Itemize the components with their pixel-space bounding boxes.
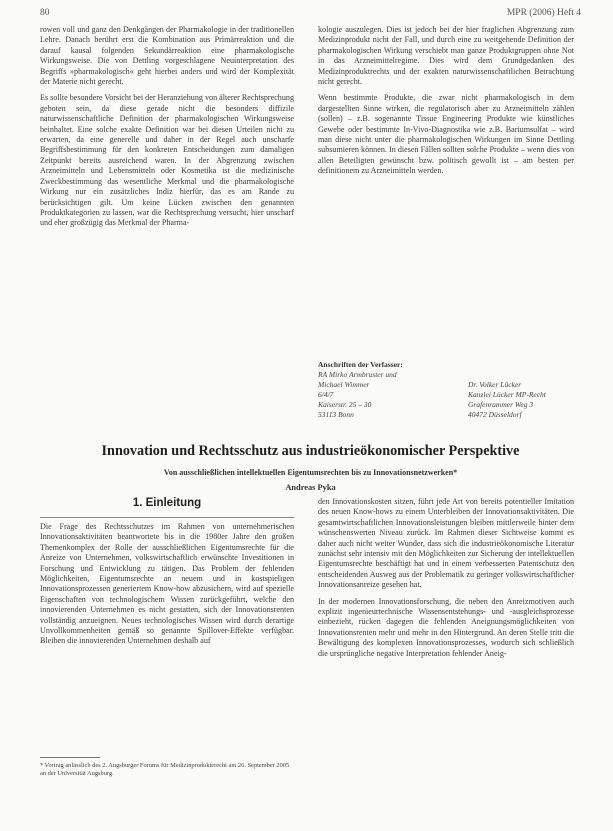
footnote-rule [40, 757, 100, 758]
right-column-top [318, 25, 574, 183]
left-column-top [40, 25, 294, 235]
footnote: * Vortrag anlässlich des 2. Augsburger Forums für Medizinprodukterecht am 26. September 2005 an der Universität Augsburg. [40, 762, 290, 778]
address-line: Dr. Volker Lücker [468, 380, 522, 389]
addresses-heading: Anschriften der Verfasser: [318, 360, 403, 369]
section-heading-box [40, 492, 294, 518]
article-author: Andreas Pyka [285, 483, 336, 492]
article-title: Innovation und Rechtsschutz aus industrieökonomischer Perspektive [101, 443, 520, 459]
address-line: Michael Wimmer [318, 380, 370, 389]
right-column-bottom [318, 497, 574, 665]
address-line: 40472 Düsseldorf [468, 410, 522, 419]
page-number: 80 [40, 8, 50, 18]
address-line: Kanzlei Lücker MP-Recht [468, 390, 546, 399]
address-line: Kaiserstr. 25 – 30 [318, 400, 372, 409]
body-paragraph: den Innovationskosten sitzen, führt jede Art von bereits potentieller Imitation des neuen Know-hows zu einem Unterbleiben der Innovationsaktivitäten. Die gesamtwirtschaftlichen Innovationsleistungen bleiben mittlerweile hinter dem wünschenswerten Niveau zurück. Im Rahmen dieser Sichtweise kommt es daher auch nicht weiter Wunder, dass sich die industrieökonomische Literatur zunächst sehr intensiv mit den Möglichkeiten zur Sicherung der intellektuellen Eigentumsrechte beschäftigt hat und in einem verbesserten Patentschutz den entscheidenden Ausweg aus der Problematik zu geringer volkswirtschaftlicher Innovationsanreize gesehen hat. [318, 497, 574, 590]
address-right [468, 370, 588, 420]
running-header [40, 8, 581, 22]
address-line: RA Mirko Armbruster und [318, 370, 397, 379]
body-paragraph: In der modernen Innovationsforschung, die neben den Anreizmotiven auch explizit ingenieurtechnische Wissensentstehungs- und -ausgleichsprozesse einbezieht, rücken dagegen die fehlenden Aneignungsmöglichkeiten von Innovationsrenten mehr und mehr in den Hintergrund. An deren Stelle tritt die Bewältigung des komplexen Innovationsprozesses, wodurch sich schließlich die ursprüngliche negative Interpretation fehlender Aneig- [318, 596, 574, 658]
body-paragraph: kologie auszulegen. Dies ist jedoch bei der hier fraglichen Abgrenzung zum Medizinprodukt nicht der Fall, und durch eine zu weitgehende Definition der pharmakologischen Wirkung verschiebt man ganze Produktgruppen ohne Not in das Arzneimittelregime. Dies wird dem Grundgedanken des Medizinproduktrechts und der exakten naturwissenschaftlichen Betrachtung nicht gerecht. [318, 25, 574, 87]
section-rule [40, 517, 294, 518]
article-subtitle: Von ausschließlichen intellektuellen Eigentumsrechten bis zu Innovationsnetzwerken* [163, 468, 458, 477]
address-line: Grafenrammer Weg 3 [468, 400, 534, 409]
body-paragraph: Es sollte besondere Vorsicht bei der Heranziehung von älterer Rechtsprechung geboten sein, da diese gerade nicht die besonders diffizile naturwissenschaftliche Definition der pharmakologischen Wirkungsweise beinhaltet. Eine solche exakte Definition war bei diesen Urteilen nicht zu erwarten, da eine generelle und daher in der Regel auch unscharfe Begriffsbestimmung für den konkreten Entscheidungen zum damaligen Zeitpunkt bereits ausreichend waren. In der Abgrenzung zwischen Arzneimitteln und Lebensmitteln oder Kosmetika ist die medizinische Zweckbestimmung das wesentliche Merkmal und die pharmakologische Wirkung nur ein zusätzliches Indiz hierfür, das es am Rande zu berücksichtigen gilt. Um keine Lücken zwischen den genannten Produktkategorien zu lassen, war die Rechtsprechung versucht, hier unscharf und eher großzügig das Merkmal der Pharma- [40, 93, 294, 228]
address-line: 53113 Bonn [318, 410, 354, 419]
left-column-bottom [40, 522, 294, 653]
section-heading: 1. Einleitung [132, 497, 202, 509]
address-line: 6/4/7 [318, 390, 334, 399]
journal-name: MPR (2006) Heft 4 [506, 8, 581, 18]
body-paragraph: Wenn bestimmte Produkte, die zwar nicht pharmakologisch in dem dargestellten Sinne wirken, die regulatorisch aber zu Arzneimitteln zählen (sollen) – z.B. sogenannte Tissue Engineering Produkte wie künstliches Gewebe oder bestimmte In-Vivo-Diagnostika wie z.B. Bariumsulfat – wird man diese nicht unter die pharmakologischen Wirkungen im Sinne Dettling subsumieren können. In diesen Fällen sollten solche Produkte – wenn dies von allen Beteiligten gewünscht bzw. politisch gewollt ist – am besten per definitionem zu Arzneimitteln werden. [318, 93, 574, 176]
body-paragraph: Die Frage des Rechtsschutzes im Rahmen von unternehmerischen Innovationsaktivitäten beantwortete bis in die 1980er Jahre den großen Themenkomplex der Rolle der ausschließlichen Eigentumsrechte für die Anreize von Unternehmen, volkswirtschaftlich erwünschte Investitionen in Forschung und Entwicklung zu tätigen. Das Problem der fehlenden Möglichkeiten, Eigentumsrechte an neuem und in kostspieligen Innovationsprozessen generiertem Know-how abzusichern, wird auf spezielle Eigenschaften von technologischem Wissen zurückgeführt, welche den innovierenden Unternehmen es nicht gestatten, sich der Innovationsrenten vollständig anzueignen. Neues technologisches Wissen wird durch derartige Unvollkommenheiten gemäß so genannte Spillover-Effekte verfügbar. Bleiben die innovierenden Unternehmen deshalb auf [40, 522, 294, 646]
address-left [318, 370, 468, 420]
author-addresses [318, 360, 588, 420]
address-line [468, 370, 588, 380]
body-paragraph: rowen voll und ganz den Denkgängen der Pharmakologie in der traditionellen Lehre. Danach berührt erst die Kombination aus Primärreaktion und die darauf kausal folgenden Sekundärreaktion eine pharmakologische Wirkungsweise. Die von Dettling vorgeschlagene Neuinterpretation des Begriffs »pharmakologisch« geht hierbei anders und wird der Komplexität der Materie nicht gerecht. [40, 25, 294, 87]
